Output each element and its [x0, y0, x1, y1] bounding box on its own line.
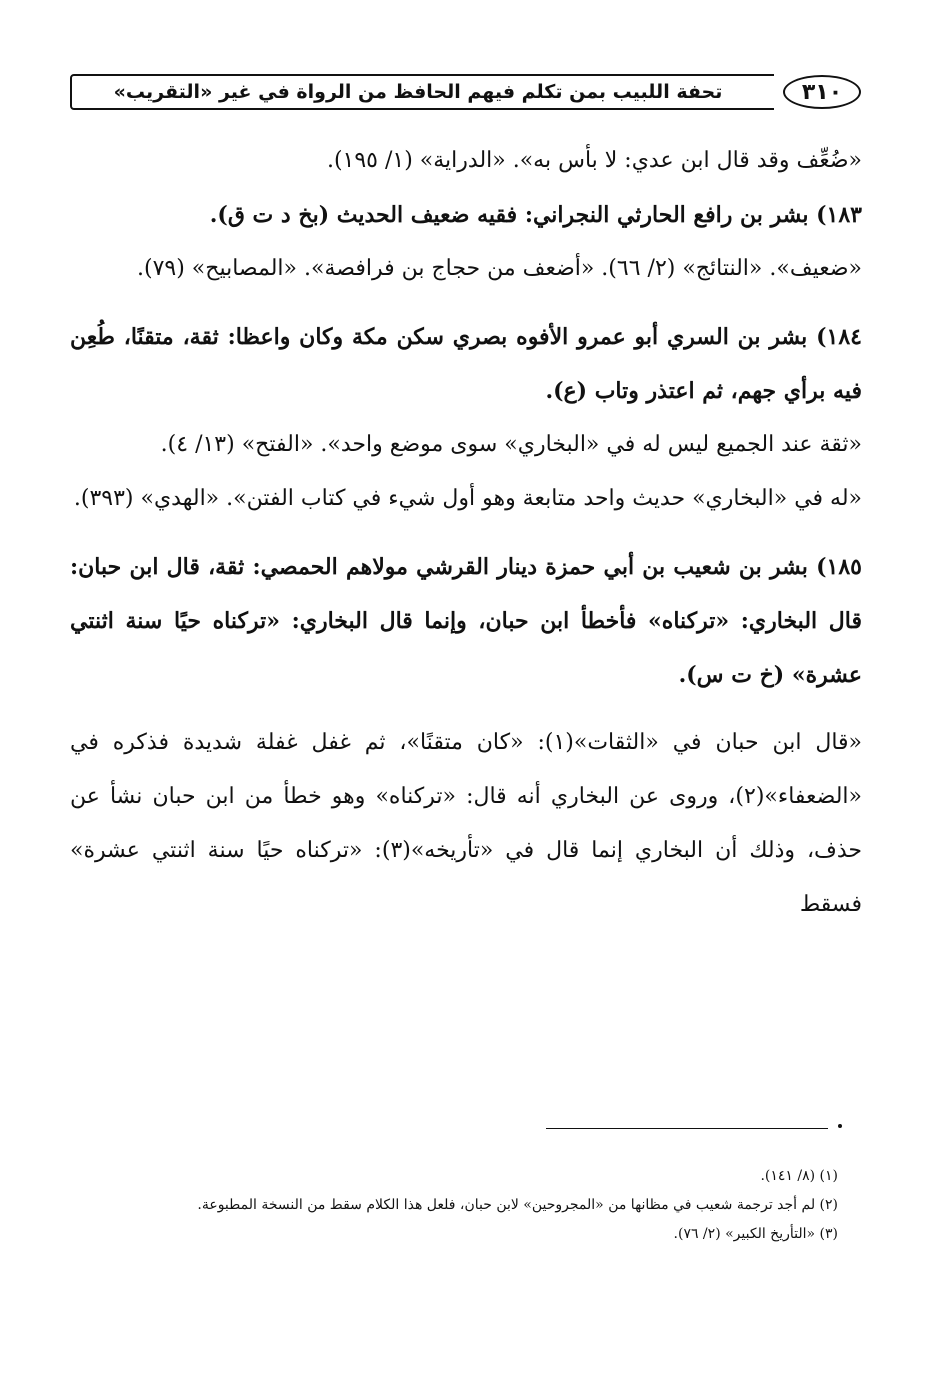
entry-183: ١٨٣) بشر بن رافع الحارثي النجراني: فقيه ضعيف الحديث (بخ د ت ق). — [209, 202, 862, 228]
page-number: ٣١٠ — [783, 75, 861, 109]
paragraph-quote-183: «ضعيف». «النتائج» (٢/ ٦٦). «أضعف من حجاج بن فرافصة». «المصابيح» (٧٩). — [137, 256, 862, 281]
page-number-frame — [774, 74, 870, 110]
footnote-3: (٣) «التأريخ الكبير» (٢/ ٧٦). — [673, 1226, 838, 1242]
paragraph-quote-185: «قال ابن حبان في «الثقات»(١): «كان متقنًا»، ثم غفل غفلة شديدة فذكره في «الضعفاء»(٢)، وروى عن البخاري أنه قال: «تركناه» وهو خطأ من ابن حبان نشأ عن حذف، وذلك أن البخاري إنما قال في «تأريخه»(٣): «تركناه حيًا سنة اثنتي عشرة» فسقط — [70, 730, 863, 917]
entry-185: ١٨٥) بشر بن شعيب بن أبي حمزة دينار القرشي مولاهم الحمصي: ثقة، قال ابن حبان: قال البخاري: «تركناه» فأخطأ ابن حبان، وإنما قال البخاري: «تركناه حيًا سنة اثنتي عشرة» (خ ت س). — [70, 554, 862, 688]
separator-dot — [838, 1124, 842, 1128]
footnote-1: (١) (٨/ ١٤١). — [760, 1168, 838, 1184]
footnotes — [70, 1162, 838, 1249]
main-text — [70, 134, 862, 932]
entry-184: ١٨٤) بشر بن السري أبو عمرو الأفوه بصري سكن مكة وكان واعظا: ثقة، متقنًا، طُعِن فيه برأي جهم، ثم اعتذر وتاب (ع). — [70, 324, 862, 404]
paragraph-quote-184-hadi: «له في «البخاري» حديث واحد متابعة وهو أول شيء في كتاب الفتن». «الهدي» (٣٩٣). — [73, 486, 862, 511]
paragraph-quote-ibn-adi: «ضُعِّف وقد قال ابن عدي: لا بأس به». «الدراية» (١/ ١٩٥). — [326, 148, 862, 173]
footnote-2: (٢) لم أجد ترجمة شعيب في مظانها من «المجروحين» لابن حبان، فلعل هذا الكلام سقط من النسخة المطبوعة. — [197, 1197, 838, 1213]
running-title: تحفة اللبيب بمن تكلم فيهم الحافظ من الرواة في غير «التقريب» — [113, 81, 723, 103]
page-header — [70, 74, 862, 110]
footnote-separator — [546, 1128, 828, 1129]
paragraph-quote-184-fath: «ثقة عند الجميع ليس له في «البخاري» سوى موضع واحد». «الفتح» (١٣/ ٤). — [160, 432, 862, 457]
